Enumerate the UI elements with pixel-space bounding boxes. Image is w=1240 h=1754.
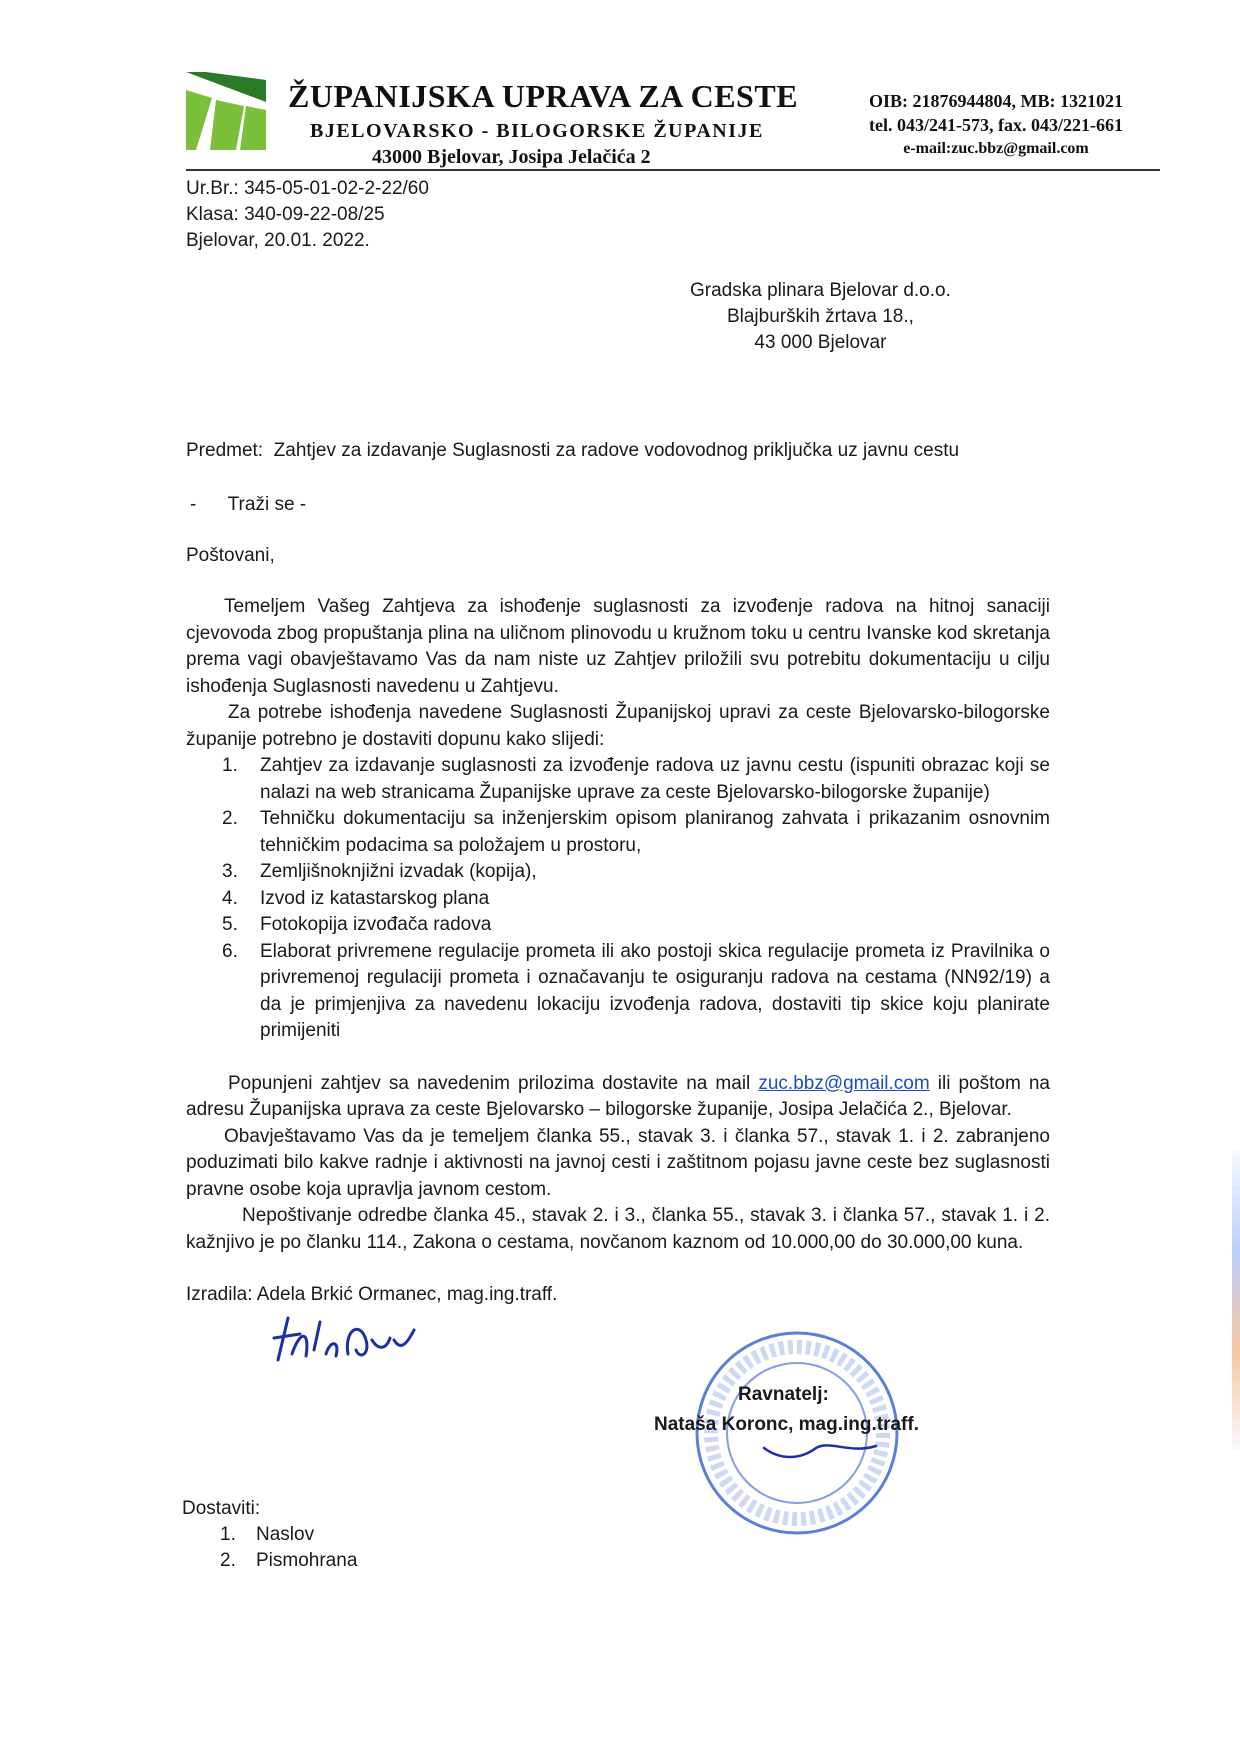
list-item: 5. Fotokopija izvođača radova <box>222 914 492 935</box>
document-meta <box>186 176 429 254</box>
org-email: e-mail:zuc.bbz@gmail.com <box>903 140 1089 157</box>
phone-fax: tel. 043/241-573, fax. 043/221-661 <box>869 115 1123 135</box>
list-item: 4. Izvod iz katastarskog plana <box>222 887 490 909</box>
klasa: Klasa: 340-09-22-08/25 <box>186 204 385 225</box>
recipient-street: Blajburških žrtava 18., <box>726 306 914 327</box>
urbroj: Ur.Br.: 345-05-01-02-2-22/60 <box>186 178 429 199</box>
request-line: - Traži se - <box>190 494 307 515</box>
director-name: Nataša Koronc, mag.ing.traff. <box>654 1414 919 1435</box>
oib-mb: OIB: 21876944804, MB: 1321021 <box>869 91 1123 111</box>
body-paragraph-3: Popunjeni zahtjev sa navedenim prilozima dostavite na mail zuc.bbz@gmail.com ili poštom na adresu Županijska uprava za ceste Bjelovarsko – bilogorske županije, Josipa Jelačića 2., Bjelovar. <box>186 1072 1051 1120</box>
list-item: 6. Elaborat privremene regulacije prometa ili ako postoji skica regulacije prometa iz Pravilnika o privremenoj regulaciji prometa i označavanju te osiguranju radova na cestama (NN92/19) a da je primjenjiva za navedenu lokaciju izvođenja radova, dostaviti tip skice koju planirate primijeniti <box>222 940 1050 1041</box>
header-divider <box>186 169 1160 171</box>
list-item: 2. Tehničku dokumentaciju sa inženjerskim opisom planiranog zahvata i prikazanim osnovnim tehničkim podacima sa položajem u prostoru, <box>222 808 1050 856</box>
body-paragraph-5: Nepoštivanje odredbe članka 45., stavak 2. i 3., članka 55., stavak 3. i članka 57., stavak 1. i 2. kažnjivo je po članku 114., Zakona o cestama, novčanom kaznom od 10.000,00 do 30.000,00 kuna. <box>186 1205 1050 1253</box>
director-label: Ravnatelj: <box>738 1384 829 1405</box>
salutation: Poštovani, <box>186 545 275 566</box>
delivery-list <box>182 1522 357 1574</box>
list-item: 1. Naslov <box>220 1524 315 1545</box>
body-paragraph-2: Za potrebe ishođenja navedene Suglasnosti Županijskoj upravi za ceste Bjelovarsko-bilogorske županije potrebno je dostaviti dopunu kako slijedi: <box>186 702 1050 750</box>
recipient-name: Gradska plinara Bjelovar d.o.o. <box>690 280 951 301</box>
body-paragraph-1: Temeljem Vašeg Zahtjeva za ishođenje suglasnosti za izvođenje radova na hitnoj sanaciji cjevovoda zbog propuštanja plina na uličnom plinovodu u kružnom toku u centru Ivanske kod skretanja prema vagi obavještavamo Vas da nam niste uz Zahtjev priložili svu potrebitu dokumentaciju u cilju ishođenja Suglasnosti navedenu u Zahtjevu. <box>186 596 1050 697</box>
list-item: 3. Zemljišnoknjižni izvadak (kopija), <box>222 861 537 882</box>
letter-body <box>186 594 1050 1256</box>
recipient-city: 43 000 Bjelovar <box>754 332 887 353</box>
requirements-list <box>186 753 1050 1045</box>
director-signature-icon <box>760 1436 880 1466</box>
org-county: BJELOVARSKO - BILOGORSKE ŽUPANIJE <box>310 120 764 142</box>
signature-icon <box>270 1310 420 1370</box>
org-address: 43000 Bjelovar, Josipa Jelačića 2 <box>372 146 651 168</box>
list-item: 1. Zahtjev za izdavanje suglasnosti za izvođenje radova uz javnu cestu (ispuniti obrazac koji se nalazi na web stranicama Županijske uprave za ceste Bjelovarsko-bilogorske županije) <box>222 755 1050 803</box>
org-identifiers <box>846 89 1146 161</box>
body-paragraph-4: Obavještavamo Vas da je temeljem članka 55., stavak 3. i članka 57., stavak 1. i 2. zabranjeno poduzimati bilo kakve radnje i aktivnosti na javnoj cesti i zaštitnom pojasu javne ceste bez suglasnosti pravne osobe koja upravlja javnom cestom. <box>186 1125 1050 1200</box>
scan-artifact <box>1232 1150 1240 1450</box>
org-name: ŽUPANIJSKA UPRAVA ZA CESTE <box>288 78 799 114</box>
email-link[interactable]: zuc.bbz@gmail.com <box>758 1072 930 1094</box>
subject-line: Predmet: Zahtjev za izdavanje Suglasnosti za radove vodovodnog priključka uz javnu cestu <box>186 440 960 461</box>
recipient-block <box>690 278 951 356</box>
list-item: 2. Pismohrana <box>220 1550 358 1571</box>
author-line: Izradila: Adela Brkić Ormanec, mag.ing.traff. <box>186 1284 558 1305</box>
road-logo-icon <box>186 72 266 150</box>
place-date: Bjelovar, 20.01. 2022. <box>186 230 370 251</box>
delivery-title: Dostaviti: <box>182 1498 261 1519</box>
